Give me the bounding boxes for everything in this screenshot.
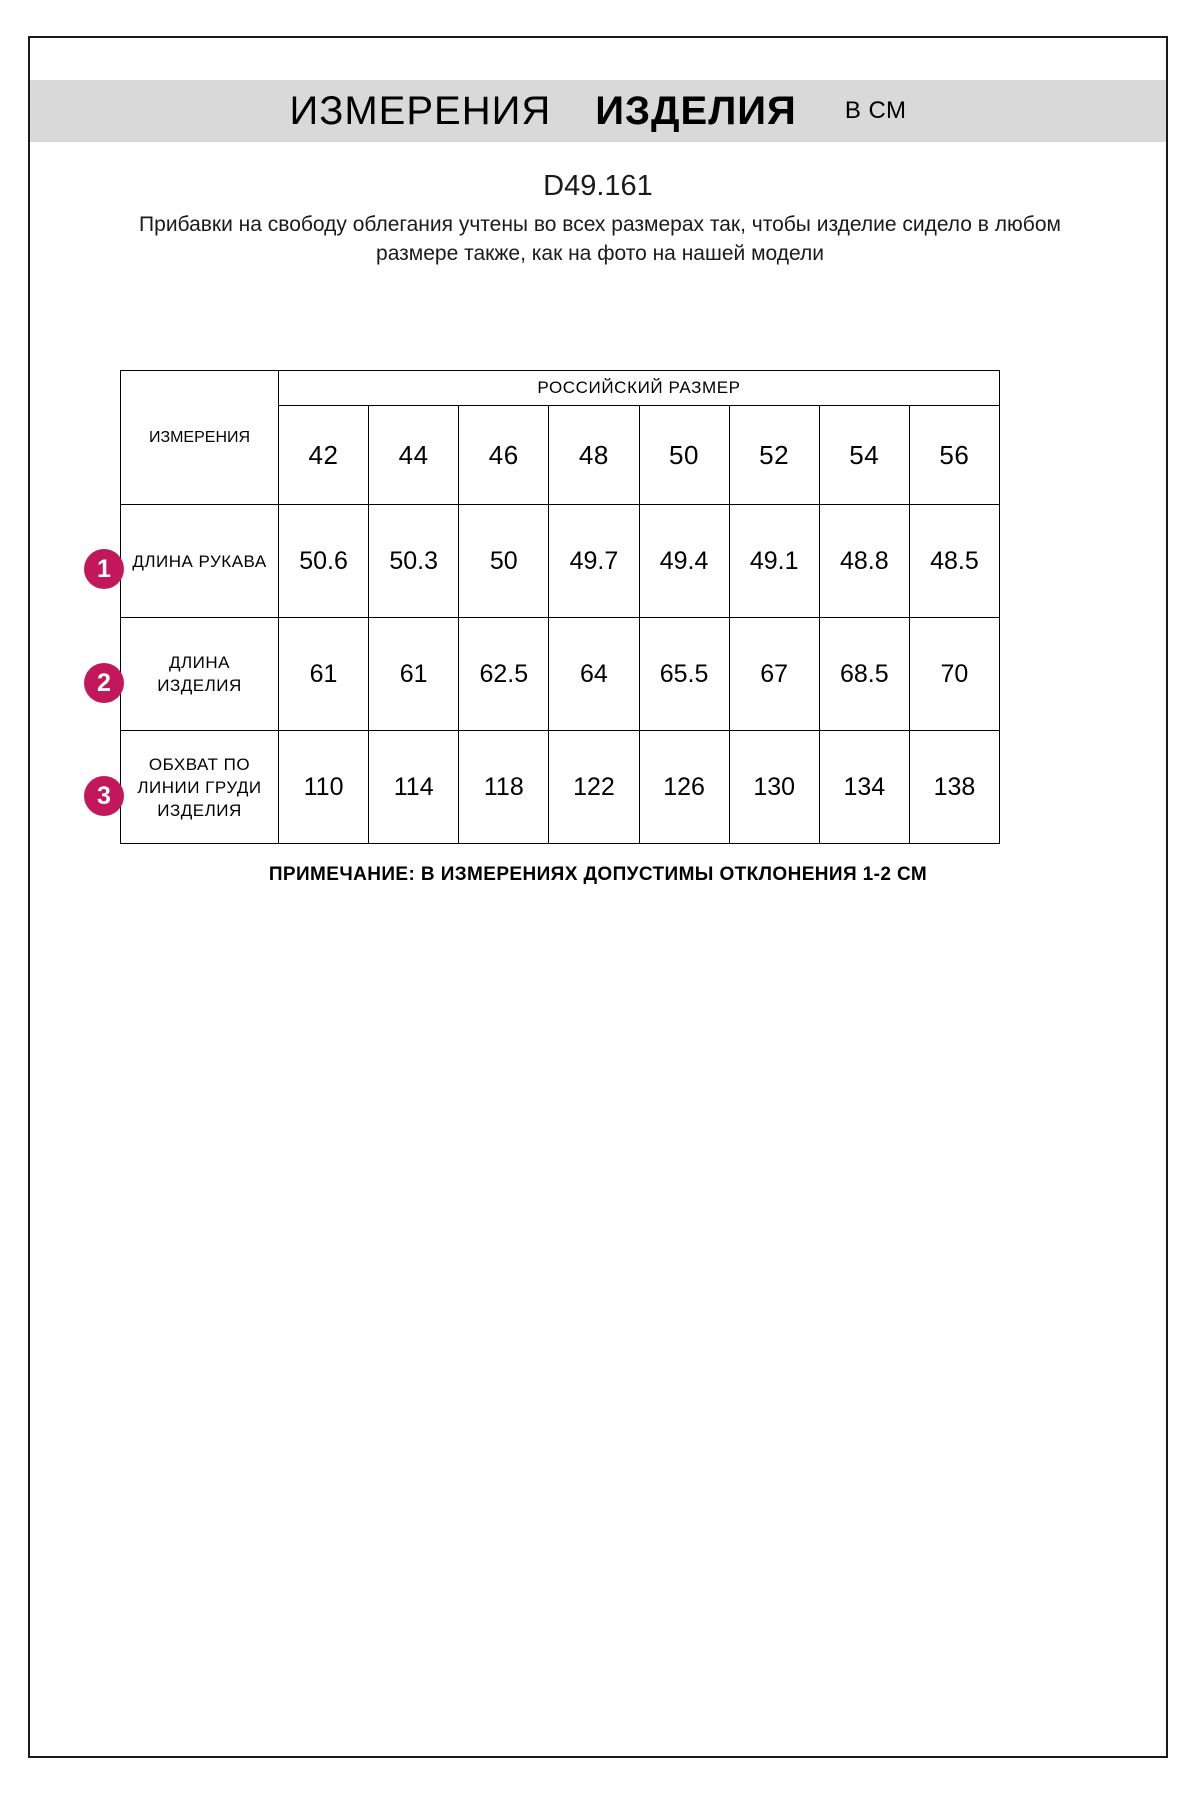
cell-length-44: 61 <box>369 618 459 731</box>
size-header-54: 54 <box>819 406 909 505</box>
cell-chest-46: 118 <box>459 731 549 844</box>
size-header-56: 56 <box>909 406 999 505</box>
cell-length-52: 67 <box>729 618 819 731</box>
table-header-group-row <box>121 371 1000 406</box>
page-inner <box>30 38 1166 1756</box>
cell-length-46: 62.5 <box>459 618 549 731</box>
fit-note: Прибавки на свободу облегания учтены во всех размерах так, чтобы изделие сидело в любом размере также, как на фото на нашей модели <box>139 213 1061 265</box>
row-badge-2: 2 <box>84 663 124 703</box>
size-header-42: 42 <box>279 406 369 505</box>
cell-length-42: 61 <box>279 618 369 731</box>
cell-chest-56: 138 <box>909 731 999 844</box>
row-badge-3: 3 <box>84 776 124 816</box>
tolerance-note: ПРИМЕЧАНИЕ: В ИЗМЕРЕНИЯХ ДОПУСТИМЫ ОТКЛОНЕНИЯ 1-2 СМ <box>268 864 928 885</box>
cell-length-54: 68.5 <box>819 618 909 731</box>
row-label-sleeve-length: ДЛИНА РУКАВА <box>121 505 279 618</box>
cell-chest-52: 130 <box>729 731 819 844</box>
cell-chest-48: 122 <box>549 731 639 844</box>
size-header-50: 50 <box>639 406 729 505</box>
cell-chest-54: 134 <box>819 731 909 844</box>
cell-sleeve-46: 50 <box>459 505 549 618</box>
cell-length-56: 70 <box>909 618 999 731</box>
article-code: D49.161 <box>543 170 653 202</box>
row-label-product-length: ДЛИНА ИЗДЕЛИЯ <box>121 618 279 731</box>
russian-size-group-header: РОССИЙСКИЙ РАЗМЕР <box>279 371 1000 406</box>
row-badge-1: 1 <box>84 549 124 589</box>
row-label-chest-girth: ОБХВАТ ПО ЛИНИИ ГРУДИ ИЗДЕЛИЯ <box>121 731 279 844</box>
size-header-46: 46 <box>459 406 549 505</box>
cell-chest-42: 110 <box>279 731 369 844</box>
cell-sleeve-48: 49.7 <box>549 505 639 618</box>
title-measurements: ИЗМЕРЕНИЯ <box>289 88 552 133</box>
title-product: ИЗДЕЛИЯ <box>595 88 797 133</box>
size-header-44: 44 <box>369 406 459 505</box>
cell-sleeve-52: 49.1 <box>729 505 819 618</box>
cell-chest-44: 114 <box>369 731 459 844</box>
cell-sleeve-50: 49.4 <box>639 505 729 618</box>
cell-length-50: 65.5 <box>639 618 729 731</box>
cell-sleeve-42: 50.6 <box>279 505 369 618</box>
cell-length-48: 64 <box>549 618 639 731</box>
size-header-52: 52 <box>729 406 819 505</box>
table-row <box>121 618 1000 731</box>
cell-chest-50: 126 <box>639 731 729 844</box>
measurements-table <box>120 370 1000 844</box>
cell-sleeve-44: 50.3 <box>369 505 459 618</box>
table-row <box>121 731 1000 844</box>
cell-sleeve-56: 48.5 <box>909 505 999 618</box>
title-unit: В СМ <box>844 97 907 124</box>
table-row <box>121 505 1000 618</box>
title-bar <box>30 80 1166 142</box>
measurements-column-header: ИЗМЕРЕНИЯ <box>121 371 279 505</box>
size-chart-page <box>28 36 1168 1758</box>
cell-sleeve-54: 48.8 <box>819 505 909 618</box>
size-header-48: 48 <box>549 406 639 505</box>
